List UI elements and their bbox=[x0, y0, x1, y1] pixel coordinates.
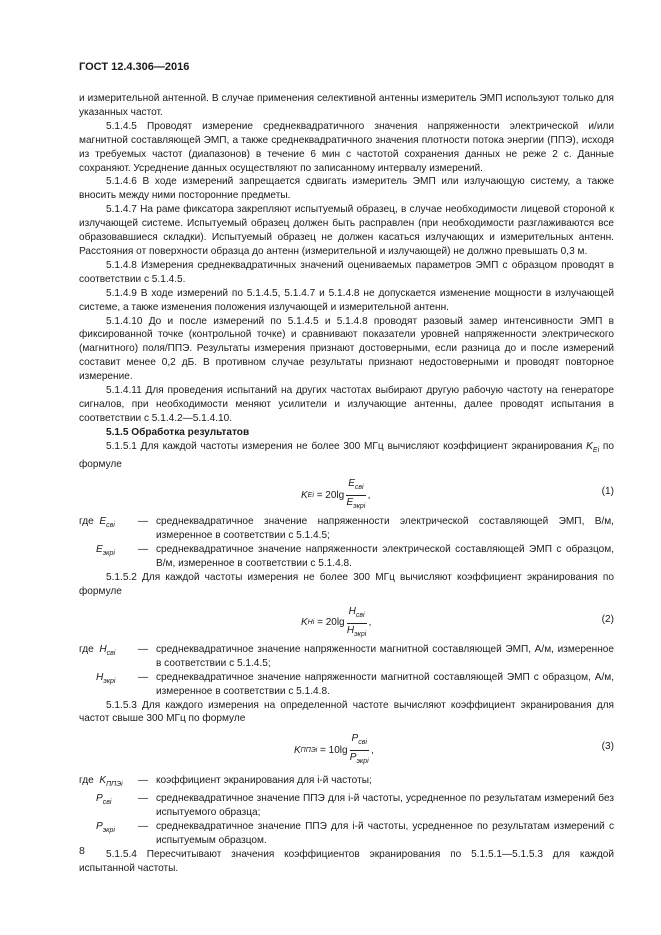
formula-number: (2) bbox=[601, 613, 614, 625]
where-item: $P_{экрi}$ — среднеквадратичное значение ППЭ для i-й частоты, усредненное по результатам измерений с испытуемым образцом. bbox=[96, 821, 614, 846]
paragraph-5-1-4-10: 5.1.4.10 До и после измерений по 5.1.4.5 и 5.1.4.8 проводят разовый замер интенсивности ЭМП в фиксированной точке (контрольной точке) и сравнивают показатели уровней напряженности электрического (магнитного) поля/ППЭ. Результаты измерения признают достоверными, если разница до и после измерений составит менее 0,2 дБ. В противном случае результаты признают недостоверными и проводят повторное измерение. bbox=[79, 315, 614, 383]
where-item: где $K_{ППЭi}$ — коэффициент экранирования для i-й частоты; bbox=[79, 775, 372, 789]
formula-number: (1) bbox=[601, 486, 614, 498]
paragraph: и измерительной антенной. В случае применения селективной антенны измеритель ЭМП используют только для указанных частот. bbox=[79, 93, 614, 118]
paragraph-5-1-5-1: 5.1.5.1 Для каждой частоты измерения не более 300 МГц вычисляют коэффициент экранирования $K_{Ei}$ по формуле bbox=[79, 440, 614, 470]
paragraph-5-1-5-4: 5.1.5.4 Пересчитывают значения коэффициентов экранирования по 5.1.5.1—5.1.5.3 для каждой испытанной частоты. bbox=[79, 848, 614, 874]
where-item: $H_{экрi}$ — среднеквадратичное значение напряженности магнитной составляющей ЭМП с образцом, А/м, измеренное в соответствии с 5.1.4.8. bbox=[96, 671, 614, 697]
paragraph-5-1-4-5: 5.1.4.5 Проводят измерение среднеквадратичного значения напряженности электрической и/или магнитной составляющей ЭМП, а также среднеквадратичного значения плотности потока энергии (ППЭ), исходя из требуемых частот (диапазонов) в течение 6 мин с частотой сохранения данных не реже 2 с. Данные сохраняют. Усреднение данных осуществляют по записанному интервалу измерений. bbox=[79, 120, 614, 174]
section-heading: 5.1.5 Обработка результатов bbox=[106, 426, 250, 438]
where-item: $E_{экрi}$ — среднеквадратичное значение напряженности электрической составляющей ЭМП с образцом, В/м, измеренное в соответствии с 5.1.4.8. bbox=[96, 544, 614, 570]
paragraph-5-1-5-2: 5.1.5.2 Для каждой частоты измерения не более 300 МГц вычисляют коэффициент экранирования по формуле bbox=[79, 572, 614, 598]
paragraph-5-1-4-11: 5.1.4.11 Для проведения испытаний на других частотах выбирают другую рабочую частоту на генераторе сигналов, при необходимости меняют усилители и излучающие антенны, далее проводят испытания в соответствии с 5.1.4.2—5.1.4.10. bbox=[79, 385, 614, 424]
where-item: $P_{свi}$ — среднеквадратичное значение ППЭ для i-й частоты, усредненное по результатам измерений без испытуемого образца; bbox=[96, 793, 614, 819]
paragraph-5-1-5-3: 5.1.5.3 Для каждого измерения на определенной частоте вычисляют коэффициент экранирования для частот свыше 300 МГц по формуле bbox=[79, 699, 614, 725]
document-header: ГОСТ 12.4.306—2016 bbox=[79, 61, 190, 73]
paragraph-5-1-4-6: 5.1.4.6 В ходе измерений запрещается сдвигать измеритель ЭМП или излучающую систему, а также вносить между ними посторонние предметы. bbox=[79, 176, 614, 202]
where-item: где $H_{свi}$ — среднеквадратичное значение напряженности магнитной составляющей ЭМП, А/м, измеренное в соответствии с 5.1.4.5; bbox=[79, 643, 614, 669]
formula-1: K Ei = 20lg $\frac{E_{свi}}{E_{экрi}}$ , (1) bbox=[301, 478, 614, 511]
formula-2: K Hi = 20lg $\frac{H_{свi}}{H_{экрi}}$ , (2) bbox=[301, 605, 614, 638]
page-number: 8 bbox=[79, 845, 85, 857]
paragraph-5-1-4-8: 5.1.4.8 Измерения среднеквадратичных значений оцениваемых параметров ЭМП с образцом проводят в соответствии с 5.1.4.5. bbox=[79, 259, 614, 285]
formula-number: (3) bbox=[601, 741, 614, 753]
paragraph-5-1-4-9: 5.1.4.9 В ходе измерений по 5.1.4.5, 5.1.4.7 и 5.1.4.8 не допускается изменение мощности в излучающей системе, а также изменения положения излучающей и измерительной антенн. bbox=[79, 287, 614, 313]
document-body bbox=[79, 92, 614, 876]
formula-3: K ППЭi = 10lg $\frac{P_{свi}}{P_{экрi}}$ , (3) bbox=[294, 733, 614, 766]
where-item: где $E_{свi}$ — среднеквадратичное значение напряженности электрической составляющей ЭМП, В/м, измеренное в соответствии с 5.1.4.5; bbox=[79, 516, 614, 542]
paragraph-5-1-4-7: 5.1.4.7 На раме фиксатора закрепляют испытуемый образец, в случае необходимости лицевой стороной к излучающей системе. Испытуемый образец должен быть расправлен (при необходимости разглаживаются все образовавшиеся складки). Испытуемый образец не должен касаться излучающих и измерительных антенн. Расстояния от поверхности образца до антенн (измерительной и излучающей) не должно превышать 0,3 м. bbox=[79, 204, 614, 257]
inline-symbol: K bbox=[586, 440, 593, 452]
